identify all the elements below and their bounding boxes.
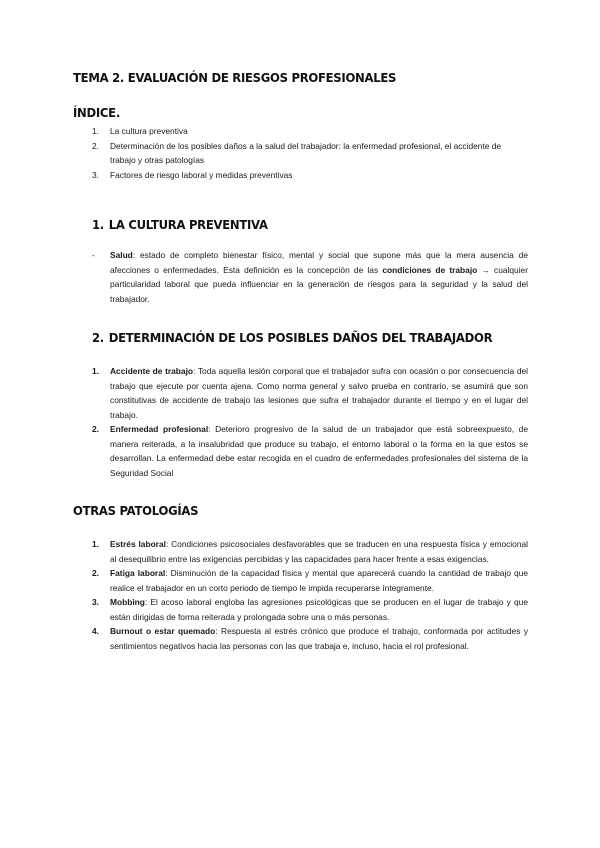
- index-heading: ÍNDICE.: [73, 105, 120, 120]
- document-title: TEMA 2. EVALUACIÓN DE RIESGOS PROFESIONALES: [73, 70, 397, 85]
- list-item: 1. Accidente de trabajo: Toda aquella lesión corporal que el trabajador sufra con ocasión o por consecuencia del trabajo que ejecute por cuenta ajena. Como norma general y salvo prueba en contrario, se asumirá que son constitutivas de accidente de trabajo las lesiones que sufra el trabajador durante el tiempo y en el lugar del trabajo.: [92, 366, 528, 420]
- section2-heading: 2. DETERMINACIÓN DE LOS POSIBLES DAÑOS DEL TRABAJADOR: [92, 330, 493, 345]
- section1-heading: 1. LA CULTURA PREVENTIVA: [92, 217, 268, 232]
- list-item: 1. Estrés laboral: Condiciones psicosociales desfavorables que se traducen en una respuesta física y emocional al desequilibrio entre las exigencias percibidas y las capacidades para hacer frente a esas exigencias.: [92, 539, 528, 564]
- section3-list: [92, 537, 528, 653]
- list-item: 4. Burnout o estar quemado: Respuesta al estrés crónico que produce el trabajo, conformada por actitudes y sentimientos negativos hacia las personas con las que trabaja e, incluso, hacia el rol profesional.: [92, 626, 529, 651]
- list-item: 1. La cultura preventiva: [92, 126, 188, 136]
- list-item: 2. Determinación de los posibles daños a la salud del trabajador: la enfermedad profesional, el accidente de trabajo y otras patologías: [92, 140, 502, 165]
- list-item: 3. Mobbing: El acoso laboral engloba las agresiones psicológicas que se producen en el lugar de trabajo y que están dirigidas de forma reiterada y prolongada sobre una o más personas.: [92, 597, 528, 622]
- list-item: - Salud: estado de completo bienestar físico, mental y social que supone más que la mera ausencia de afecciones o enfermedades. Esta definición es la concepción de las condiciones de trabajo → cualquier particularidad laboral que pueda influenciar en la generación de riesgos para la seguridad y la salud del trabajador.: [92, 250, 528, 304]
- section1-body: [92, 248, 528, 306]
- list-item: 3. Factores de riesgo laboral y medidas preventivas: [92, 169, 293, 180]
- section2-list: [92, 364, 528, 480]
- list-item: 2. Enfermedad profesional: Deterioro progresivo de la salud de un trabajador que está sobreexpuesto, de manera reiterada, a la insalubridad que produce su trabajo, el entorno laboral o la forma en la que estos se desarrollan. La enfermedad debe estar recogida en el cuadro de enfermedades profesionales del sistema de la Seguridad Social: [92, 424, 528, 478]
- index-list: [92, 124, 528, 182]
- list-item: 2. Fatiga laboral: Disminución de la capacidad física y mental que aparecerá cuando la cantidad de trabajo que realice el trabajador en un corto periodo de tiempo le impida recuperarse íntegramente.: [92, 568, 528, 593]
- section3-heading: OTRAS PATOLOGÍAS: [73, 503, 199, 518]
